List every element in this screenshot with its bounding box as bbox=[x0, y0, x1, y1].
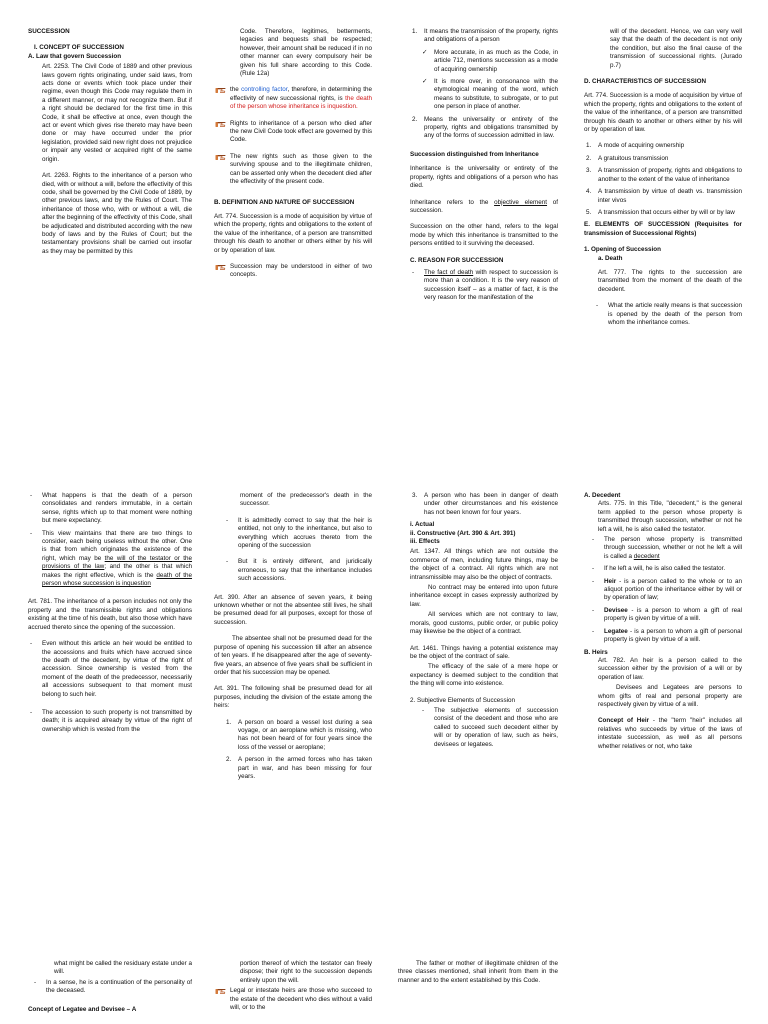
list-item: 1. It means the transmission of the property, rights and obligations of a person bbox=[412, 28, 558, 44]
succession-definition: Succession on the other hand, refers to the legal mode by which this inheritance is transmitted to the persons entitled to it surviving the deceased. bbox=[410, 223, 558, 248]
art-390: Art. 390. After an absence of seven years, it being unknown whether or not the absentee still lives, he shall be presumed dead for all purposes, except for those of succession. bbox=[214, 593, 372, 626]
jurado-continuation: will of the decedent. Hence, we can very well say that the death of the decedent is not only the condition, but also the final cause of the transmission of successional rights. (Jurado p.7) bbox=[610, 28, 742, 69]
art-391: Art. 391. The following shall be presumed dead for all purposes, including the division of the estate among the heirs: bbox=[214, 685, 372, 710]
heading-definition: B. DEFINITION AND NATURE OF SUCCESSION bbox=[214, 198, 355, 206]
dash-item: - Devisee - is a person to whom a gift of real property is given by virtue of a will. bbox=[592, 606, 742, 623]
list-item: 1. A person on board a vessel lost during a sea voyage, or an aeroplane which is missing, who has not been heard of for four years since the loss of the vessel or aeroplane; bbox=[226, 718, 372, 751]
heading-subjective: 2. Subjective Elements of Succession bbox=[410, 696, 516, 704]
concept-heir-label: Concept of Heir bbox=[598, 717, 650, 725]
art-775: Arts. 775. In this Title, "decedent," is the general term applied to the person whose property is transmitted through succession, whether or not he left a will, he is also called the testator. bbox=[598, 500, 742, 533]
list-item-text: A transmission that occurs either by will or by law bbox=[598, 208, 735, 216]
bullet-text: Rights to inheritance of a person who died after the new Civil Code took effect are governed by this Code. bbox=[230, 119, 372, 144]
check-icon: ✓ bbox=[422, 78, 428, 86]
heading-reason: C. REASON FOR SUCCESSION bbox=[410, 256, 504, 264]
column-1c bbox=[28, 960, 192, 1014]
list-item-text: A person in the armed forces who has taken part in war, and has been missing for four years. bbox=[238, 756, 372, 780]
text: Inheritance refers to the bbox=[410, 198, 489, 206]
reason-item: - The fact of death with respect to succession is more than a condition. It is the very reason of succession itself – as a matter of fact, it is the very reason for the manifestation of the bbox=[412, 268, 558, 302]
bullet-text: the bbox=[230, 86, 239, 94]
art-781: Art. 781. The inheritance of a person includes not only the property and the transmissible rights and obligations existing at the time of his death, but also those which have accrued thereto since the opening of the succession. bbox=[28, 598, 192, 631]
document-title: SUCCESSION bbox=[28, 28, 70, 35]
controlling-factor-text: controlling factor bbox=[241, 86, 288, 94]
dash-item-text: ; and the other is that which makes the right effective, which is the bbox=[42, 563, 192, 579]
list-item-text: A gratuitous transmission bbox=[598, 154, 669, 162]
pointing-hand-icon bbox=[215, 153, 226, 161]
column-4b bbox=[584, 492, 742, 759]
art-774: Art. 774. Succession is a mode of acquisition by virtue of which the property, rights and obligations to the extent of the value of the inheritance, of a person are transmitted through his death to another or others either by his will or by operation of law. bbox=[214, 212, 372, 254]
dash-item-text: The accession to such property is not transmitted by death; it is acquired already by virtue of the right of ownership which is vested from the bbox=[42, 708, 192, 733]
moment-continuation: moment of the predecessor's death in the successor. bbox=[240, 492, 372, 508]
art-782: Art. 782. An heir is a person called to the succession either by the provision of a will or by operation of law. bbox=[598, 656, 742, 681]
dash-item-text: It is admittedly correct to say that the heir is entitled, not only to the inheritance, but also to everything which accrues thereto from the opening of the succession bbox=[238, 516, 372, 550]
pointing-hand-icon bbox=[215, 263, 226, 271]
bullet-controlling-factor bbox=[214, 86, 372, 111]
check-item-text: It is more over, in consonance with the etymological meaning of the word, which means to substitute, to subrogate, or to put one person in place of another. bbox=[434, 78, 558, 111]
dash-item-text: But it is entirely different, and juridically erroneous, to say that the inheritance includes such accessions. bbox=[238, 558, 372, 583]
efficacy-paragraph: The efficacy of the sale of a mere hope or expectancy is deemed subject to the condition that the thing will come into existence. bbox=[410, 663, 558, 688]
no-contract-paragraph: No contract may be entered into upon future inheritance except in cases expressly authorized by law. bbox=[410, 584, 558, 608]
bullet-new-rights bbox=[214, 153, 372, 187]
heading-decedent: A. Decedent bbox=[584, 492, 621, 499]
column-2c bbox=[214, 960, 372, 1020]
column-2 bbox=[214, 28, 372, 288]
dash-item-text: In a sense, he is a continuation of the personality of the deceased. bbox=[46, 978, 192, 995]
art-777: Art. 777. The rights to the succession are transmitted from the moment of the death of the decedent. bbox=[598, 268, 742, 293]
dash-item-text: This view maintains that there are two things to consider, each being useless without the other. One is that from which originates the existence of the right, which may be bbox=[42, 529, 192, 562]
pointing-hand-icon bbox=[215, 86, 226, 94]
column-2b bbox=[214, 492, 372, 785]
portion-continuation: portion thereof of which the testator can freely dispose; their right to the succession depends entirely upon the will. bbox=[240, 960, 372, 984]
column-4 bbox=[584, 28, 742, 331]
dash-item: - But it is entirely different, and juridically erroneous, to say that the inheritance includes such accessions. bbox=[226, 558, 372, 583]
column-1b bbox=[28, 492, 192, 738]
absentee-paragraph: The absentee shall not be presumed dead for the purpose of opening his succession till after an absence of ten years. If he disappeared after the age of seventy-five years, an absence of five years shall be sufficient in order that his succession may be opened. bbox=[214, 635, 372, 676]
heading-characteristics: D. CHARACTERISTICS OF SUCCESSION bbox=[584, 78, 707, 86]
art-1461: Art. 1461. Things having a potential existence may be the object of the contract of sale. bbox=[410, 644, 558, 660]
underlined-text: death of the person whose succession is inquestion bbox=[42, 571, 193, 588]
heading-opening: 1. Opening of Succession bbox=[584, 246, 661, 254]
heading-legatee-devisee: Concept of Legatee and Devisee – A bbox=[28, 1005, 137, 1013]
list-item-text: A mode of acquiring ownership bbox=[598, 142, 685, 150]
dash-item: - The accession to such property is not transmitted by death; it is acquired already by virtue of the right of ownership which is vested from the bbox=[30, 708, 192, 733]
roman-actual: i. Actual bbox=[410, 521, 435, 529]
bullet-text: Legal or intestate heirs are those who succeed to the estate of the decedent who dies without a valid will, or to the bbox=[230, 987, 372, 1012]
list-item: 5. A transmission that occurs either by will or by law bbox=[586, 208, 735, 216]
roman-effects: iii. Effects bbox=[410, 538, 440, 546]
residuary-continuation: what might be called the residuary estate under a will. bbox=[54, 960, 192, 976]
pointing-hand-icon bbox=[215, 987, 226, 995]
art-2263 bbox=[28, 172, 192, 256]
art-2253 bbox=[28, 63, 192, 164]
death-emphasis-text: the death of the person whose inheritance is inquestion. bbox=[230, 94, 373, 111]
list-item: 1. A mode of acquiring ownership bbox=[586, 142, 685, 150]
heading-heirs: B. Heirs bbox=[584, 648, 608, 656]
column-3c bbox=[398, 960, 558, 993]
check-item bbox=[410, 49, 558, 74]
dash-item: - In a sense, he is a continuation of the personality of the deceased. bbox=[34, 978, 192, 995]
list-item: 3. A person who has been in danger of death under other circumstances and his existence has not been known for four years. bbox=[412, 492, 558, 516]
check-item-text: More accurate, in as much as the Code, in article 712, mentions succession as a mode of acquiring ownership bbox=[434, 48, 558, 73]
dash-item-text: - is a person to whom a gift of real property is given by virtue of a will. bbox=[604, 606, 742, 623]
heading-death: a. Death bbox=[598, 254, 623, 262]
reason-text: with respect to succession is more than a condition. It is the very reason of succession itself – as a matter of fact, it is the very reason for the manifestation of the bbox=[424, 268, 558, 302]
pointing-hand-icon bbox=[215, 120, 226, 128]
column-3 bbox=[410, 28, 558, 307]
list-item-text: A transmission of property, rights and obligations to another to the extent of the value of inheritance bbox=[598, 167, 742, 183]
dash-item-text: - is a person called to the whole or to an aliquot portion of the inheritance either by will or by operation of law; bbox=[604, 577, 742, 602]
underlined-text: the will of the testator or the provisions of the law bbox=[42, 554, 193, 571]
list-item: 3. A transmission of property, rights and obligations to another to the extent of the value of inheritance bbox=[586, 167, 742, 183]
dash-item: - Even without this article an heir would be entitled to the accessions and fruits which have accrued since the death of the decedent, by virtue of the right of accession. Since ownership is vested from the moment of the death of the predecessor, necessarily all accessions subsequent to that moment must belong to such heir. bbox=[30, 640, 192, 698]
decedent-term: decedent bbox=[633, 552, 660, 560]
dash-item-text: - is a person to whom a gift of personal property is given by virtue of a will. bbox=[604, 627, 742, 644]
objective-element-text: objective element bbox=[494, 198, 548, 206]
dash-item: - Heir - is a person called to the whole or to an aliquot portion of the inheritance either by will or by operation of law; bbox=[592, 577, 742, 602]
dash-item-text: The subjective elements of succession consist of the decedent and those who are called to succeed such decedent either by will or by operation of law, such as heirs, devisees or legatees. bbox=[434, 706, 558, 748]
services-paragraph: All services which are not contrary to law, morals, good customs, public order, or public policy may likewise be the object of a contract. bbox=[410, 611, 558, 636]
heading-law: A. Law that govern Succession bbox=[28, 52, 122, 60]
term-heir: Heir bbox=[604, 577, 617, 585]
term-devisee: Devisee bbox=[604, 606, 628, 614]
code-continuation: Code. Therefore, legitimes, betterments, legacies and bequests shall be respected; however, their amount shall be reduced if in no other manner can every compulsory heir be given his full share according to this Code. (Rule 12a) bbox=[240, 28, 372, 78]
art-2253-text: Art. 2253. The Civil Code of 1889 and other previous laws govern rights originating, under said laws, from acts done or events which took place under their regime, even though this Code may regulate them in a different manner, or may not recognize them. But if a right should be declared for the first time in this Code, it shall be effective at once, even though the act or event which gives rise thereto may have been done or may have occurred under the prior legislation, provided said new right does not prejudice or impair any vested or acquired right of the same origin. bbox=[42, 63, 192, 163]
inheritance-objective bbox=[410, 199, 558, 216]
dash-item: - The subjective elements of succession consist of the decedent and those who are called to succeed such decedent either by will or by operation of law, such as heirs, devisees or legatees. bbox=[422, 706, 558, 748]
heading-elements: E. ELEMENTS OF SUCCESSION (Requisites for transmission of Successional Rights) bbox=[584, 221, 742, 237]
dash-item-text: What happens is that the death of a person consolidates and renders immutable, in a certain sense, rights which up to that moment were nothing but mere expectancy. bbox=[42, 492, 192, 525]
bullet-text-mid: , therefore, in determining the effectivity of new successional rights, is bbox=[230, 86, 372, 102]
roman-constructive: ii. Constructive (Art. 390 & Art. 391) bbox=[410, 529, 516, 537]
bullet-legal-heirs bbox=[214, 987, 372, 1012]
inheritance-definition: Inheritance is the universality or entirety of the property, rights and obligations of a person who has died. bbox=[410, 165, 558, 190]
dash-item: - If he left a will, he is also called the testator. bbox=[592, 565, 726, 573]
dash-item: - It is admittedly correct to say that the heir is entitled, not only to the inheritance, but also to everything which accrues thereto from the opening of the succession bbox=[226, 516, 372, 550]
dash-item: - What the article really means is that succession is opened by the death of the person from whom the inheritance comes. bbox=[596, 302, 742, 326]
dash-item-text: The person whose property is transmitted through succession, whether or not he left a will is called a bbox=[604, 536, 742, 560]
list-item-text: A person who has been in danger of death under other circumstances and his existence has not been known for four years. bbox=[424, 492, 558, 516]
list-item: 4. A transmission by virtue of death vs. transmission inter vivos bbox=[586, 188, 742, 204]
illegitimate-paragraph: The father or mother of illegitimate children of the three classes mentioned, shall inherit from them in the manner and to the extent established by this Code. bbox=[398, 960, 558, 984]
art-2263-text: Art. 2263. Rights to the inheritance of a person who died, with or without a will, before the effectivity of this code, shall be governed by the Civil Code of 1889, by other previous laws, and by the Rules of Court. The inheritance of those who, with or without a will, die after the beginning of the effectivity of this Code, shall be adjudicated and distributed according with the new body of laws and by the Rules of Court; but the testamentary provisions shall be carried out insofar as they may be permitted by this bbox=[42, 172, 192, 255]
list-item: 2. A gratuitous transmission bbox=[586, 154, 669, 162]
check-item bbox=[410, 78, 558, 112]
dash-item: - This view maintains that there are two things to consider, each being useless without the other. One is that from which originates the existence of the right, which may be the will of the testator or the provisions of the law; and the other is that which makes the right effective, which is the death of the person whose succession is inquestion bbox=[30, 529, 193, 588]
fact-of-death-text: The fact of death bbox=[424, 268, 474, 276]
heading-distinguished: Succession distinguished from Inheritance bbox=[410, 150, 539, 158]
dash-item: - What happens is that the death of a person consolidates and renders immutable, in a certain sense, rights which up to that moment were nothing but mere expectancy. bbox=[30, 492, 192, 525]
concept-heir-text: - the "term "heir" includes all relatives who succeeds by virtue of the laws of intestate succession, as well as all persons whether relatives or not, who take bbox=[598, 717, 742, 750]
devisees-paragraph: Devisees and Legatees are persons to whom gifts of real and personal property are respectively given by virtue of a will. bbox=[598, 684, 742, 708]
dash-item-text: If he left a will, he is also called the testator. bbox=[604, 565, 726, 573]
check-icon: ✓ bbox=[422, 48, 428, 56]
bullet-two-concepts bbox=[214, 263, 372, 280]
list-item: 2. Means the universality or entirety of the property, rights and obligations transmitted by any of the forms of succession admitted in law. bbox=[412, 115, 558, 140]
dash-item-text: Even without this article an heir would be entitled to the accessions and fruits which have accrued since the death of the decedent, by virtue of the right of accession. Since ownership is vested from the moment of the death of the predecessor, necessarily all accessions subsequent to that moment must belong to such heir. bbox=[42, 640, 192, 698]
bullet-text: Succession may be understood in either of two concepts. bbox=[230, 262, 372, 279]
list-item-text: A person on board a vessel lost during a sea voyage, or an aeroplane which is missing, who has not been heard of for four years since the loss of the vessel or aeroplane; bbox=[238, 718, 372, 751]
art-1347: Art. 1347. All things which are not outside the commerce of men, including future things, may be the object of a contract. All rights which are not intransmissible may also be the object of contracts. bbox=[410, 548, 558, 581]
concept-of-heir bbox=[584, 717, 742, 751]
term-legatee: Legatee bbox=[604, 627, 628, 635]
list-item: 2. A person in the armed forces who has taken part in war, and has been missing for four years. bbox=[226, 756, 372, 780]
dash-item-text: What the article really means is that succession is opened by the death of the person from whom the inheritance comes. bbox=[608, 302, 742, 326]
list-item-text: Means the universality or entirety of the property, rights and obligations transmitted by any of the forms of succession admitted in law. bbox=[424, 115, 558, 140]
bullet-rights-inheritance bbox=[214, 120, 372, 145]
bullet-text: The new rights such as those given to the surviving spouse and to the illegitimate children, can be asserted only when the decedent died after the effectivity of the present code. bbox=[230, 152, 372, 186]
dash-item: - The person whose property is transmitted through succession, whether or not he left a will is called a decedent bbox=[592, 536, 742, 560]
list-item-text: It means the transmission of the property, rights and obligations of a person bbox=[424, 28, 558, 44]
dash-item: - Legatee - is a person to whom a gift of personal property is given by virtue of a will. bbox=[592, 627, 742, 644]
column-3b bbox=[410, 492, 558, 753]
text: of succession. bbox=[410, 198, 558, 214]
list-item-text: A transmission by virtue of death vs. transmission inter vivos bbox=[598, 188, 742, 204]
heading-concept: I. CONCEPT OF SUCCESSION bbox=[34, 44, 124, 52]
art-774-repeat: Art. 774. Succession is a mode of acquisition by virtue of which the property, rights and obligations to the extent of the value of the inheritance, of a person are transmitted through his death to another or others either by his will or by operation of law. bbox=[584, 92, 742, 134]
column-1 bbox=[28, 28, 192, 264]
